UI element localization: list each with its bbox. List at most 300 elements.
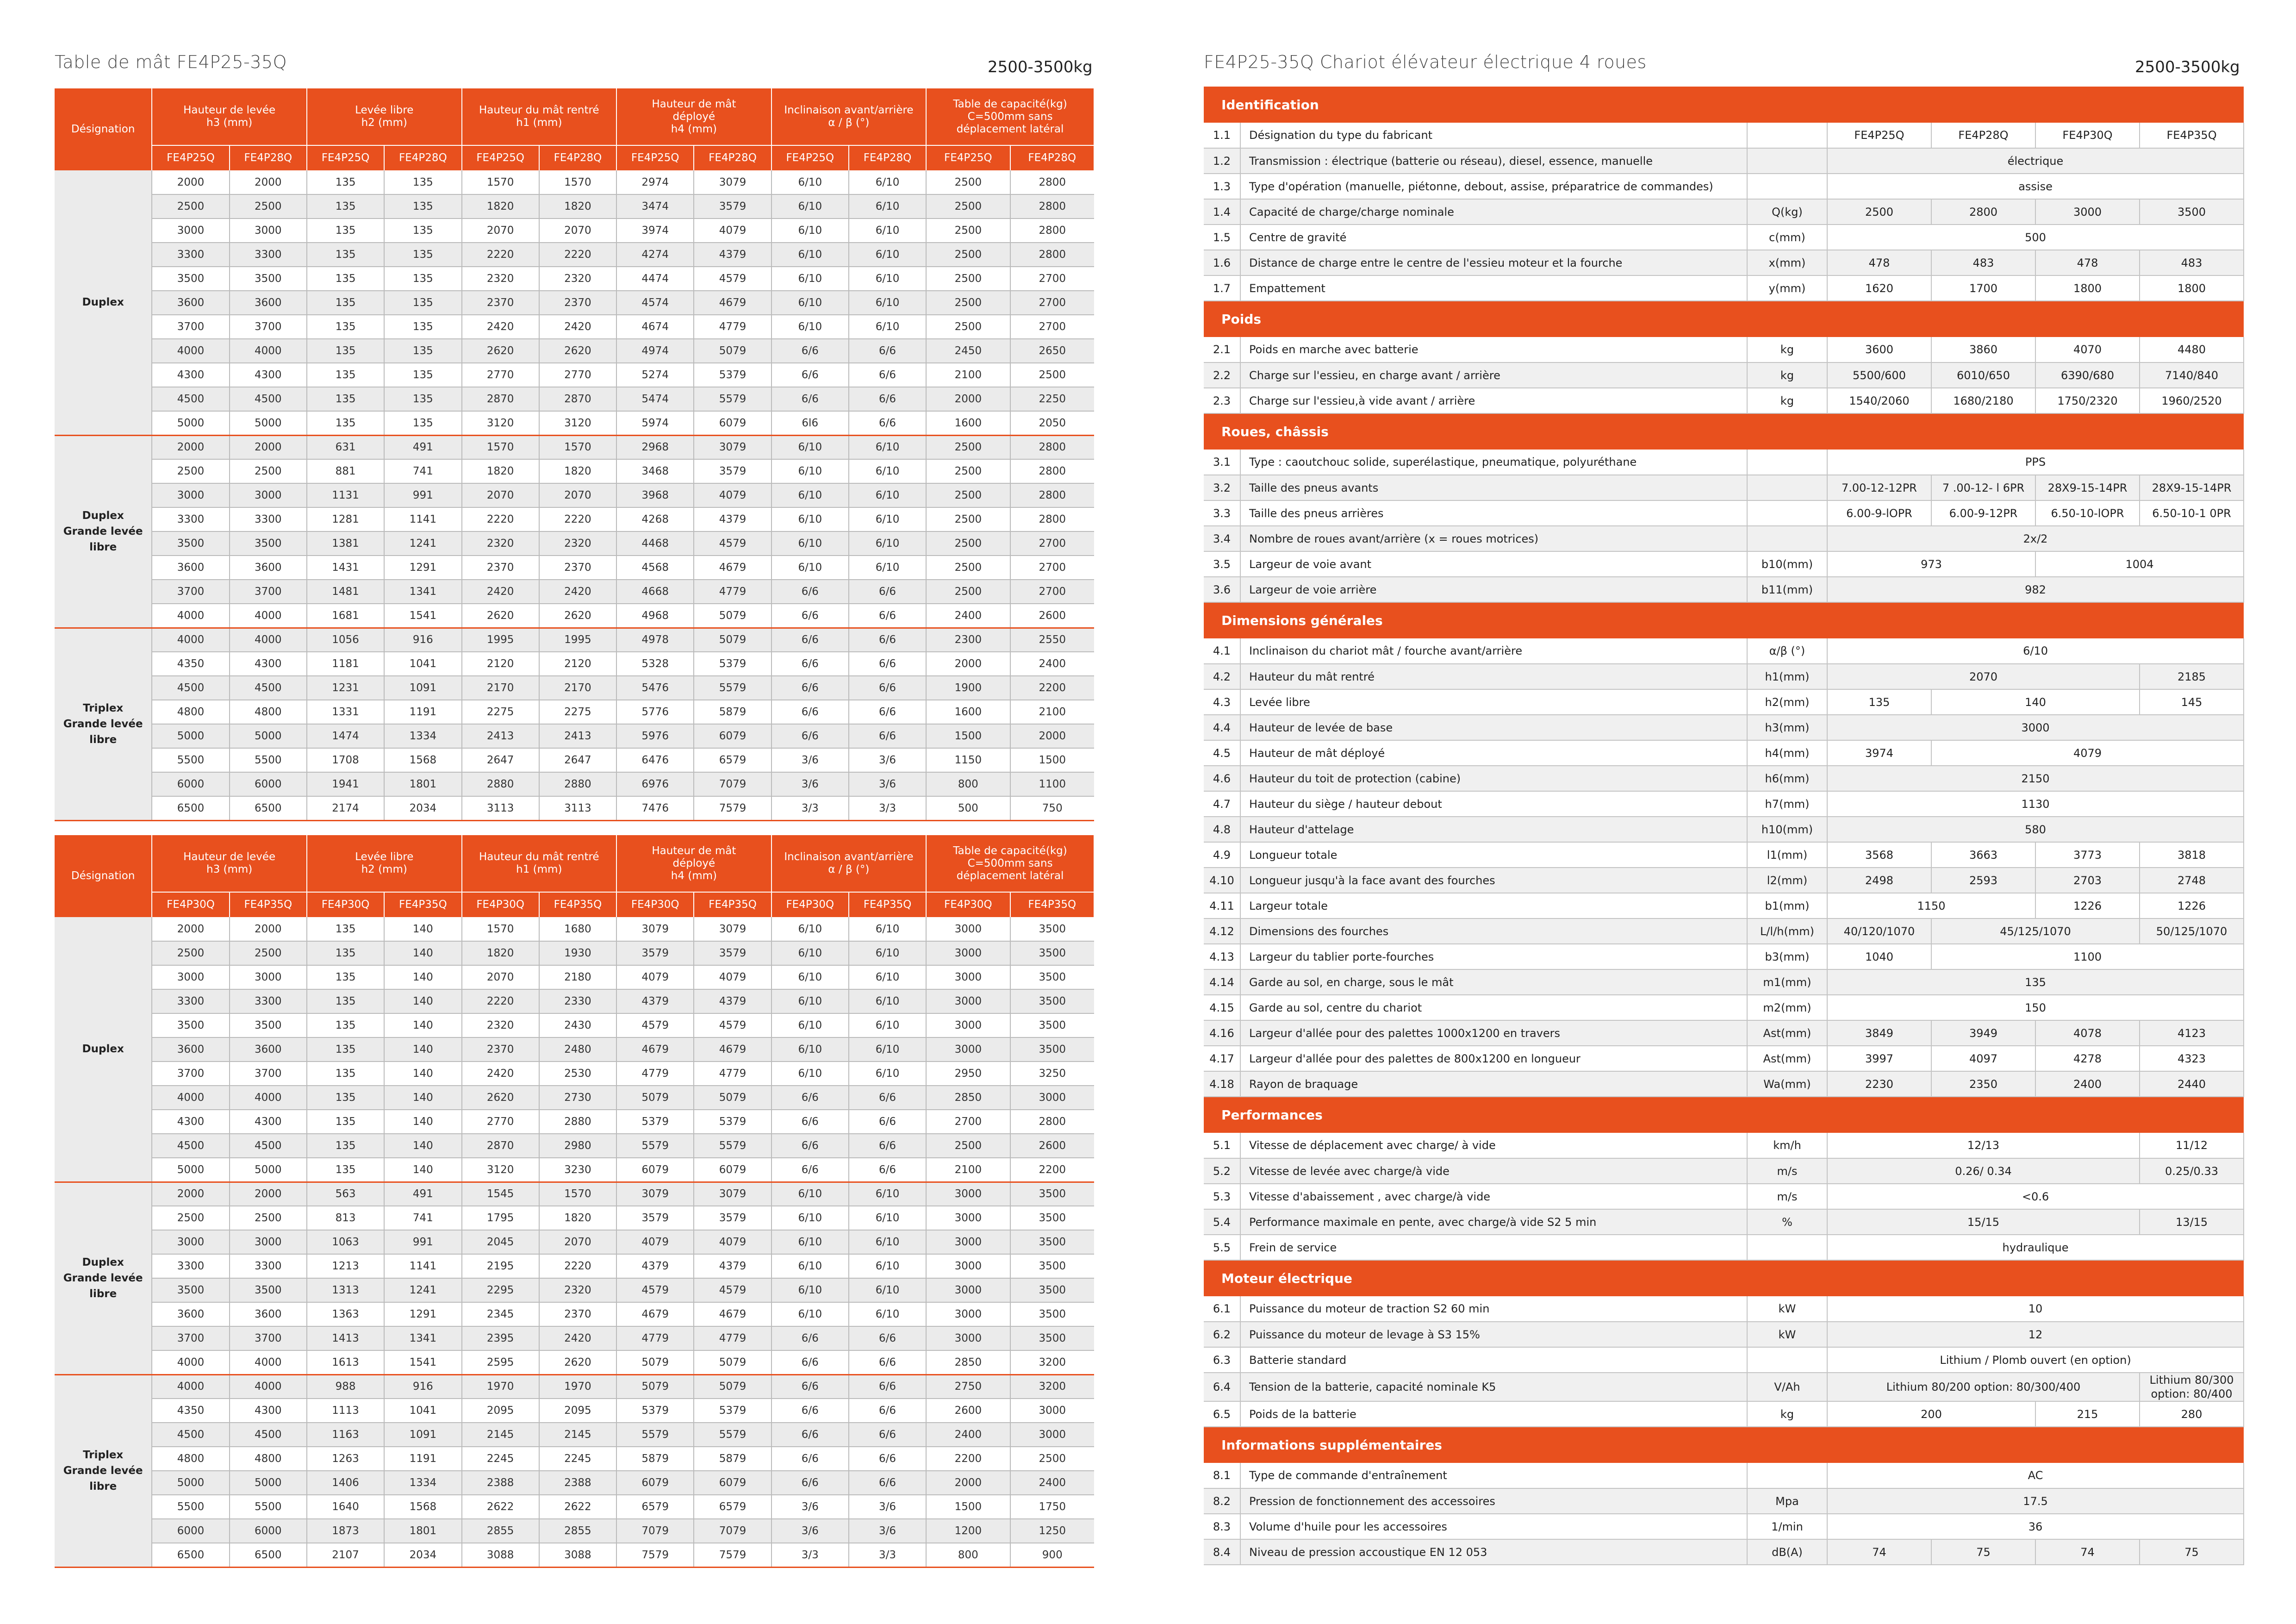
table-cell: 2500: [926, 291, 1010, 315]
spec-value: 11/12: [2140, 1133, 2244, 1158]
table-cell: 2000: [152, 1182, 229, 1206]
table-cell: 135: [384, 387, 461, 411]
table-cell: 6/6: [772, 724, 849, 748]
spec-row: [1204, 1347, 2244, 1373]
table-cell: 2420: [462, 580, 539, 604]
table-cell: 6/10: [772, 917, 849, 941]
table-cell: 3300: [230, 989, 307, 1013]
table-cell: 6/10: [772, 435, 849, 459]
table-row: [55, 700, 1094, 724]
table-cell: 4500: [152, 387, 229, 411]
table-cell: 6579: [616, 1495, 694, 1519]
table-cell: 3600: [230, 291, 307, 315]
table-cell: 2320: [539, 1278, 616, 1302]
table-cell: 2700: [1010, 580, 1095, 604]
table-cell: 2800: [1010, 219, 1095, 243]
spec-row-label: Taille des pneus arrières: [1240, 500, 1747, 526]
spec-row: [1204, 868, 2244, 893]
table-cell: 2500: [152, 459, 229, 483]
table-cell: 3579: [694, 194, 771, 219]
column-header-line: h4 (mm): [671, 869, 717, 882]
table-cell: 2500: [926, 459, 1010, 483]
table-cell: 6/10: [849, 194, 926, 219]
spec-row-unit: [1747, 174, 1827, 199]
model-header: FE4P28Q: [539, 145, 616, 170]
table-cell: 631: [307, 435, 384, 459]
table-cell: 5079: [694, 339, 771, 363]
spec-row: [1204, 944, 2244, 969]
table-row: [55, 652, 1094, 676]
table-row: [55, 1182, 1094, 1206]
table-cell: 6/10: [849, 1206, 926, 1230]
spec-row-label: Largeur d'allée pour des palettes 1000x1200 en travers: [1240, 1020, 1747, 1046]
table-cell: 1200: [926, 1519, 1010, 1543]
column-header: [616, 835, 772, 892]
table-row: [55, 411, 1094, 435]
table-cell: 2370: [462, 1037, 539, 1062]
model-header: FE4P30Q: [462, 892, 539, 917]
spec-row: [1204, 475, 2244, 500]
table-cell: 2145: [539, 1423, 616, 1447]
spec-value: 2593: [1931, 868, 2035, 893]
spec-row-label: Hauteur de mât déployé: [1240, 740, 1747, 766]
table-cell: 6000: [230, 1519, 307, 1543]
mast-type-line: Grande levée: [63, 1465, 143, 1477]
spec-value: 200: [1827, 1401, 2035, 1427]
spec-row-number: 4.10: [1204, 868, 1240, 893]
table-cell: 4679: [694, 556, 771, 580]
table-cell: 2800: [1010, 483, 1095, 507]
table-cell: 6/10: [849, 1254, 926, 1278]
table-cell: 2180: [539, 965, 616, 989]
table-cell: 5379: [694, 363, 771, 387]
spec-value: 483: [2140, 250, 2244, 275]
table-cell: 800: [926, 772, 1010, 796]
table-cell: 2500: [152, 194, 229, 219]
table-cell: 4579: [694, 267, 771, 291]
table-cell: 2500: [926, 507, 1010, 531]
table-cell: 2145: [462, 1423, 539, 1447]
table-cell: 6/6: [849, 387, 926, 411]
spec-row-number: 5.5: [1204, 1235, 1240, 1260]
table-cell: 1995: [462, 628, 539, 652]
spec-value: 6.50-10-lOPR: [2035, 500, 2140, 526]
table-cell: 2320: [539, 531, 616, 556]
table-cell: 3500: [152, 531, 229, 556]
table-cell: 5079: [616, 1086, 694, 1110]
table-cell: 4300: [230, 1399, 307, 1423]
spec-row-unit: V/Ah: [1747, 1373, 1827, 1401]
table-cell: 4000: [152, 628, 229, 652]
table-cell: 4300: [230, 1110, 307, 1134]
spec-row-unit: m/s: [1747, 1184, 1827, 1209]
table-cell: 6/6: [772, 676, 849, 700]
table-cell: 1150: [926, 748, 1010, 772]
table-cell: 4000: [230, 1350, 307, 1374]
table-cell: 135: [384, 267, 461, 291]
spec-row-unit: Ast(mm): [1747, 1020, 1827, 1046]
spec-value: AC: [1827, 1463, 2244, 1488]
table-cell: 4079: [694, 1230, 771, 1254]
table-cell: 3700: [230, 580, 307, 604]
table-cell: 3079: [694, 435, 771, 459]
model-header: FE4P35Q: [384, 892, 461, 917]
spec-row: [1204, 148, 2244, 174]
spec-row: [1204, 250, 2244, 275]
table-cell: 3600: [152, 556, 229, 580]
table-cell: 2500: [1010, 1447, 1095, 1471]
table-cell: 6/6: [772, 1471, 849, 1495]
table-cell: 3600: [230, 1302, 307, 1326]
table-cell: 2045: [462, 1230, 539, 1254]
table-cell: 6/10: [772, 194, 849, 219]
spec-row-number: 1.3: [1204, 174, 1240, 199]
table-cell: 1795: [462, 1206, 539, 1230]
table-cell: 3500: [1010, 1037, 1095, 1062]
table-cell: 4579: [694, 531, 771, 556]
table-cell: 6/10: [849, 291, 926, 315]
table-row: [55, 1086, 1094, 1110]
table-cell: 6976: [616, 772, 694, 796]
mast-table-1: [55, 88, 1095, 821]
table-row: [55, 989, 1094, 1013]
spec-value: 0.25/0.33: [2140, 1158, 2244, 1184]
table-cell: 2500: [1010, 363, 1095, 387]
table-cell: 1820: [539, 194, 616, 219]
spec-row-number: 4.17: [1204, 1046, 1240, 1071]
column-header-line: Levée libre: [355, 851, 414, 863]
spec-row-unit: L/l/h(mm): [1747, 918, 1827, 944]
table-cell: 2800: [1010, 194, 1095, 219]
table-row: [55, 676, 1094, 700]
table-cell: 6/10: [772, 170, 849, 194]
table-cell: 6/10: [849, 941, 926, 965]
spec-row-number: 1.4: [1204, 199, 1240, 225]
spec-value: 150: [1827, 995, 2244, 1020]
designation-header: Désignation: [55, 835, 152, 917]
table-cell: 3700: [152, 1062, 229, 1086]
column-header: [772, 88, 927, 145]
table-cell: 3700: [152, 580, 229, 604]
model-header: FE4P25Q: [926, 145, 1010, 170]
table-cell: 6/10: [772, 941, 849, 965]
spec-value: 6390/680: [2035, 362, 2140, 388]
table-cell: 140: [384, 917, 461, 941]
table-cell: 4079: [616, 965, 694, 989]
table-cell: 1995: [539, 628, 616, 652]
table-cell: 6079: [616, 1471, 694, 1495]
spec-value: 135: [1827, 969, 2244, 995]
table-cell: 6/10: [849, 1278, 926, 1302]
spec-value: 40/120/1070: [1827, 918, 1931, 944]
table-cell: 2070: [539, 219, 616, 243]
spec-row-number: 4.15: [1204, 995, 1240, 1020]
spec-value: 1150: [1827, 893, 2035, 918]
table-cell: 3079: [694, 1182, 771, 1206]
table-cell: 2480: [539, 1037, 616, 1062]
table-cell: 1341: [384, 1326, 461, 1350]
table-cell: 2400: [1010, 1471, 1095, 1495]
table-cell: 2700: [1010, 531, 1095, 556]
model-header: FE4P25Q: [307, 145, 384, 170]
table-cell: 4000: [230, 1374, 307, 1399]
spec-value: FE4P35Q: [2140, 123, 2244, 148]
spec-value: 74: [1827, 1539, 1931, 1565]
spec-row-unit: h2(mm): [1747, 689, 1827, 715]
table-cell: 135: [384, 194, 461, 219]
table-cell: 4574: [616, 291, 694, 315]
section-header: [1204, 1097, 2244, 1133]
column-header-line: Table de capacité(kg): [953, 844, 1067, 857]
spec-value: 2230: [1827, 1071, 1931, 1097]
table-cell: 3000: [926, 1302, 1010, 1326]
table-cell: 1570: [539, 170, 616, 194]
table-cell: 1970: [462, 1374, 539, 1399]
table-cell: 900: [1010, 1543, 1095, 1567]
spec-row-number: 4.12: [1204, 918, 1240, 944]
section-title: Performances: [1204, 1097, 2244, 1133]
table-cell: 135: [307, 1086, 384, 1110]
table-row: [55, 604, 1094, 628]
table-cell: 2430: [539, 1013, 616, 1037]
column-header: [926, 88, 1094, 145]
spec-row-number: 4.2: [1204, 664, 1240, 689]
table-cell: 1500: [926, 724, 1010, 748]
spec-value: 478: [1827, 250, 1931, 275]
spec-row-label: Nombre de roues avant/arrière (x = roues motrices): [1240, 526, 1747, 551]
table-cell: 2700: [1010, 315, 1095, 339]
table-cell: 1481: [307, 580, 384, 604]
column-header-line: h3 (mm): [206, 863, 253, 875]
table-cell: 6579: [694, 748, 771, 772]
spec-row-unit: l1(mm): [1747, 842, 1827, 868]
table-cell: 5579: [694, 1423, 771, 1447]
table-cell: 1331: [307, 700, 384, 724]
table-cell: 6/6: [772, 604, 849, 628]
table-cell: 1141: [384, 1254, 461, 1278]
spec-value: <0.6: [1827, 1184, 2244, 1209]
table-cell: 3/6: [772, 772, 849, 796]
table-cell: 5500: [152, 1495, 229, 1519]
spec-value: 3773: [2035, 842, 2140, 868]
spec-row: [1204, 664, 2244, 689]
spec-row-unit: Mpa: [1747, 1488, 1827, 1514]
table-cell: 6/6: [849, 604, 926, 628]
spec-row-label: Levée libre: [1240, 689, 1747, 715]
mast-type-line: Grande levée: [63, 525, 143, 537]
table-cell: 4000: [152, 604, 229, 628]
table-cell: 3000: [926, 1254, 1010, 1278]
table-cell: 6/10: [849, 1182, 926, 1206]
mast-type-line: libre: [89, 1288, 117, 1300]
table-cell: 2220: [462, 243, 539, 267]
table-cell: 6/10: [849, 219, 926, 243]
table-cell: 3700: [152, 315, 229, 339]
table-cell: 4674: [616, 315, 694, 339]
table-cell: 5379: [616, 1399, 694, 1423]
table-cell: 2500: [230, 194, 307, 219]
table-row: [55, 1326, 1094, 1350]
column-header-line: Levée libre: [355, 104, 414, 116]
spec-row-label: Garde au sol, en charge, sous le mât: [1240, 969, 1747, 995]
spec-value: 1620: [1827, 275, 1931, 301]
table-cell: 5000: [230, 411, 307, 435]
table-cell: 1381: [307, 531, 384, 556]
table-cell: 2220: [462, 989, 539, 1013]
spec-row: [1204, 275, 2244, 301]
spec-row-label: Hauteur du siège / hauteur debout: [1240, 791, 1747, 817]
spec-row-unit: [1747, 148, 1827, 174]
spec-row: [1204, 1133, 2244, 1158]
table-cell: 2420: [539, 315, 616, 339]
model-header: FE4P35Q: [539, 892, 616, 917]
table-cell: 7079: [694, 1519, 771, 1543]
table-cell: 3000: [926, 989, 1010, 1013]
spec-value: Lithium 80/200 option: 80/300/400: [1827, 1373, 2140, 1401]
spec-row-label: Tension de la batterie, capacité nominale K5: [1240, 1373, 1747, 1401]
table-cell: 1213: [307, 1254, 384, 1278]
spec-row: [1204, 817, 2244, 842]
table-cell: 7579: [694, 796, 771, 820]
table-row: [55, 1519, 1094, 1543]
spec-row-number: 5.1: [1204, 1133, 1240, 1158]
table-cell: 800: [926, 1543, 1010, 1567]
table-cell: 6/6: [849, 1110, 926, 1134]
table-cell: 5379: [694, 652, 771, 676]
table-row: [55, 219, 1094, 243]
table-cell: 6/6: [772, 1158, 849, 1182]
table-cell: 2500: [230, 459, 307, 483]
table-cell: 3500: [1010, 1230, 1095, 1254]
spec-row-number: 1.6: [1204, 250, 1240, 275]
table-cell: 2388: [539, 1471, 616, 1495]
table-cell: 2000: [230, 917, 307, 941]
spec-row-unit: [1747, 475, 1827, 500]
table-cell: 3968: [616, 483, 694, 507]
table-cell: 1191: [384, 1447, 461, 1471]
table-cell: 2855: [539, 1519, 616, 1543]
table-cell: 2000: [926, 1471, 1010, 1495]
table-cell: 4079: [616, 1230, 694, 1254]
table-cell: 140: [384, 941, 461, 965]
table-cell: 2170: [539, 676, 616, 700]
table-cell: 1091: [384, 1423, 461, 1447]
spec-value: 4097: [1931, 1046, 2035, 1071]
table-cell: 4000: [152, 1374, 229, 1399]
table-cell: 2450: [926, 339, 1010, 363]
spec-row-unit: h7(mm): [1747, 791, 1827, 817]
table-cell: 4300: [230, 363, 307, 387]
table-row: [55, 772, 1094, 796]
table-row: [55, 724, 1094, 748]
table-cell: 5579: [616, 1134, 694, 1158]
table-cell: 3500: [1010, 1206, 1095, 1230]
table-cell: 6500: [152, 796, 229, 820]
table-cell: 3500: [152, 267, 229, 291]
table-cell: 3500: [1010, 1326, 1095, 1350]
table-cell: 6/10: [772, 1037, 849, 1062]
spec-sheet-title: FE4P25-35Q Chariot élévateur électrique 4 roues: [1204, 52, 1647, 72]
column-header-line: C=500mm sans: [967, 857, 1053, 869]
table-cell: 2395: [462, 1326, 539, 1350]
table-cell: 4800: [230, 700, 307, 724]
table-cell: 4800: [152, 1447, 229, 1471]
table-cell: 1363: [307, 1302, 384, 1326]
spec-row-unit: kg: [1747, 337, 1827, 362]
table-cell: 135: [307, 387, 384, 411]
spec-row: [1204, 918, 2244, 944]
table-cell: 813: [307, 1206, 384, 1230]
spec-row-number: 4.1: [1204, 638, 1240, 664]
spec-row-unit: Wa(mm): [1747, 1071, 1827, 1097]
table-cell: 4800: [152, 700, 229, 724]
table-cell: 2500: [926, 267, 1010, 291]
table-cell: 7579: [616, 1543, 694, 1567]
table-cell: 6079: [694, 1158, 771, 1182]
table-cell: 2500: [926, 194, 1010, 219]
spec-value: 2440: [2140, 1071, 2244, 1097]
table-cell: 135: [384, 170, 461, 194]
table-cell: 3600: [152, 1302, 229, 1326]
spec-row-label: Vitesse de levée avec charge/à vide: [1240, 1158, 1747, 1184]
column-header-line: h2 (mm): [361, 863, 407, 875]
spec-value: 6.50-10-1 0PR: [2140, 500, 2244, 526]
spec-value: FE4P25Q: [1827, 123, 1931, 148]
spec-row-label: Largeur de voie avant: [1240, 551, 1747, 577]
column-header: [152, 835, 307, 892]
model-header: FE4P25Q: [772, 145, 849, 170]
spec-value: 483: [1931, 250, 2035, 275]
spec-value: 28X9-15-14PR: [2035, 475, 2140, 500]
spec-row-label: Hauteur du mât rentré: [1240, 664, 1747, 689]
spec-row-label: Dimensions des fourches: [1240, 918, 1747, 944]
spec-row-unit: h1(mm): [1747, 664, 1827, 689]
column-header: [772, 835, 927, 892]
table-cell: 140: [384, 1062, 461, 1086]
mast-type-line: Duplex: [82, 296, 124, 309]
spec-row-label: Charge sur l'essieu, en charge avant / arrière: [1240, 362, 1747, 388]
table-cell: 135: [384, 243, 461, 267]
table-cell: 6/10: [849, 483, 926, 507]
table-cell: 140: [384, 989, 461, 1013]
spec-value: 215: [2035, 1401, 2140, 1427]
spec-row-number: 4.3: [1204, 689, 1240, 715]
spec-row: [1204, 577, 2244, 602]
table-cell: 2600: [926, 1399, 1010, 1423]
table-cell: 1941: [307, 772, 384, 796]
spec-row-number: 6.1: [1204, 1296, 1240, 1322]
table-cell: 3000: [926, 941, 1010, 965]
table-cell: 2200: [926, 1447, 1010, 1471]
section-title: Moteur électrique: [1204, 1260, 2244, 1296]
table-cell: 3500: [1010, 1182, 1095, 1206]
table-cell: 2595: [462, 1350, 539, 1374]
table-cell: 2500: [926, 556, 1010, 580]
mast-type-label: [55, 170, 152, 435]
spec-row: [1204, 1401, 2244, 1427]
table-cell: 4379: [694, 243, 771, 267]
spec-value: 1226: [2035, 893, 2140, 918]
table-row: [55, 1134, 1094, 1158]
mast-type-label: [55, 1182, 152, 1374]
table-cell: 6079: [694, 1471, 771, 1495]
table-cell: 5500: [230, 748, 307, 772]
table-row: [55, 170, 1094, 194]
section-header: [1204, 301, 2244, 337]
column-header-line: Hauteur du mât rentré: [479, 104, 599, 116]
table-cell: 3700: [230, 1326, 307, 1350]
spec-value: 2350: [1931, 1071, 2035, 1097]
